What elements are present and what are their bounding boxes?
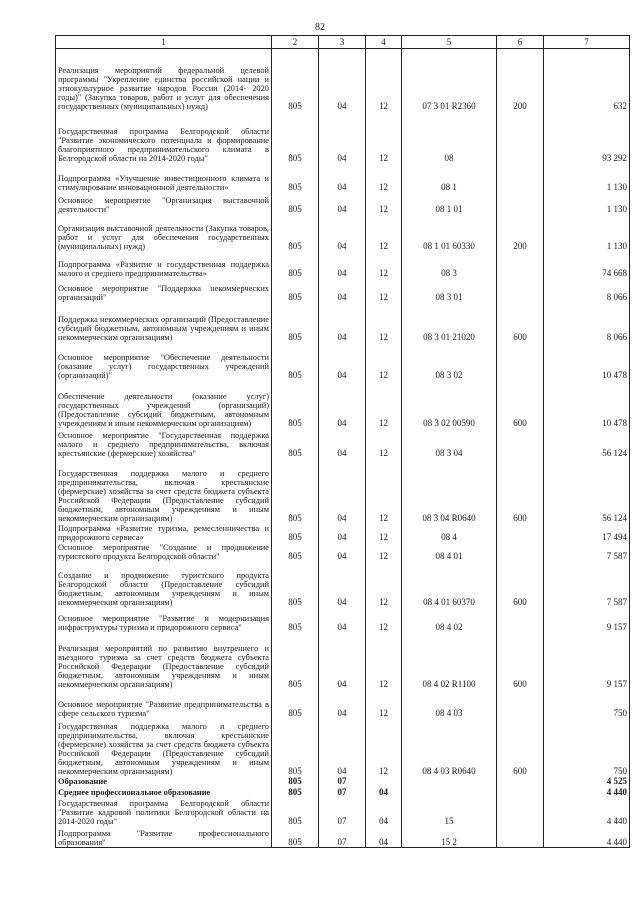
subsection-code-cell: 12: [366, 214, 402, 251]
table-row: [56, 632, 630, 689]
table-row: [56, 718, 630, 776]
section-code-cell: 04: [319, 49, 366, 111]
table-row: [56, 607, 630, 632]
amount-cell: 750: [544, 689, 630, 718]
column-header: 4: [366, 36, 402, 49]
amount-cell: 56 124: [544, 458, 630, 523]
row-name-cell: Образование: [56, 776, 272, 786]
subsection-code-cell: 12: [366, 689, 402, 718]
ministry-code-cell: 805: [272, 689, 319, 718]
expense-type-cell: 600: [497, 458, 544, 523]
section-code-cell: 04: [319, 111, 366, 163]
section-code-cell: 07: [319, 776, 366, 786]
subsection-code-cell: 12: [366, 523, 402, 542]
ministry-code-cell: 805: [272, 826, 319, 848]
subsection-code-cell: 12: [366, 380, 402, 428]
expense-type-cell: 600: [497, 380, 544, 428]
ministry-code-cell: 805: [272, 458, 319, 523]
ministry-code-cell: 805: [272, 607, 319, 632]
subsection-code-cell: 12: [366, 632, 402, 689]
row-name-cell: Подпрограмма "Развитие профессионального образования": [56, 826, 272, 848]
row-name-cell: Создание и продвижение туристского продукта Белгородской области (Предоставление субсидий бюджетным, автономным учреждениям и иным некоммерческим организациям): [56, 561, 272, 607]
column-header: 6: [497, 36, 544, 49]
subsection-code-cell: 12: [366, 278, 402, 302]
row-name-cell: Реализация мероприятий по развитию внутреннего и въездного туризма за счет средств бюджета субъекта Российской Федерации (Предоставление субсидий бюджетным, автономным учреждениям и иным некоммерческим организациям): [56, 632, 272, 689]
amount-cell: 93 292: [544, 111, 630, 163]
section-code-cell: 07: [319, 797, 366, 826]
row-name-cell: Среднее профессиональное образование: [56, 786, 272, 797]
table-row: [56, 542, 630, 561]
table-row: [56, 251, 630, 278]
expense-type-cell: 600: [497, 632, 544, 689]
ministry-code-cell: 805: [272, 786, 319, 797]
target-item-cell: 08 3 02: [402, 342, 497, 380]
target-item-cell: 08 4 03 R0640: [402, 718, 497, 776]
expense-type-cell: [497, 826, 544, 848]
section-code-cell: 04: [319, 278, 366, 302]
subsection-code-cell: 12: [366, 607, 402, 632]
expense-type-cell: [497, 689, 544, 718]
row-name-cell: Основное мероприятие "Обеспечение деятельности (оказание услуг) государственных учреждений (организаций)": [56, 342, 272, 380]
target-item-cell: 07 3 01 R2360: [402, 49, 497, 111]
table-row: [56, 214, 630, 251]
section-code-cell: 04: [319, 458, 366, 523]
row-name-cell: Основное мероприятие "Развитие предпринимательства в сфере сельского туризма": [56, 689, 272, 718]
amount-cell: 8 066: [544, 278, 630, 302]
ministry-code-cell: 805: [272, 561, 319, 607]
section-code-cell: 04: [319, 523, 366, 542]
table-body: [56, 49, 630, 848]
table-row: [56, 458, 630, 523]
target-item-cell: 08 3 01 21020: [402, 302, 497, 342]
ministry-code-cell: 805: [272, 542, 319, 561]
ministry-code-cell: 805: [272, 111, 319, 163]
subsection-code-cell: 12: [366, 542, 402, 561]
row-name-cell: Основное мероприятие "Поддержка некоммерческих организаций": [56, 278, 272, 302]
amount-cell: 9 157: [544, 607, 630, 632]
table-row: [56, 111, 630, 163]
section-code-cell: 04: [319, 342, 366, 380]
row-name-cell: Реализация мероприятий федеральной целевой программы "Укрепление единства российской нации и этнокультурное развитие народов России (2014- 2020 годы)" (Закупка товаров, работ и услуг для обеспечения государственных (муниципальных) нужд): [56, 49, 272, 111]
table-row: [56, 49, 630, 111]
row-name-cell: Государственная программа Белгородской области "Развитие кадровой политики Белгородской области на 2014-2020 годы": [56, 797, 272, 826]
target-item-cell: 08 3 01: [402, 278, 497, 302]
column-header: 2: [272, 36, 319, 49]
section-code-cell: 04: [319, 718, 366, 776]
amount-cell: 7 587: [544, 542, 630, 561]
amount-cell: 750: [544, 718, 630, 776]
header-row: [56, 36, 630, 49]
expense-type-cell: 200: [497, 214, 544, 251]
table-row: [56, 342, 630, 380]
table-row: [56, 302, 630, 342]
page-number: 82: [315, 22, 325, 33]
table-row: [56, 192, 630, 214]
target-item-cell: 08 1 01: [402, 192, 497, 214]
table-row: [56, 523, 630, 542]
section-code-cell: 04: [319, 607, 366, 632]
ministry-code-cell: 805: [272, 776, 319, 786]
section-code-cell: 04: [319, 302, 366, 342]
amount-cell: 9 157: [544, 632, 630, 689]
subsection-code-cell: 12: [366, 342, 402, 380]
section-code-cell: 04: [319, 192, 366, 214]
target-item-cell: 08 4 01 60370: [402, 561, 497, 607]
ministry-code-cell: 805: [272, 302, 319, 342]
ministry-code-cell: 805: [272, 214, 319, 251]
target-item-cell: 08: [402, 111, 497, 163]
ministry-code-cell: 805: [272, 523, 319, 542]
amount-cell: 10 478: [544, 342, 630, 380]
amount-cell: 7 587: [544, 561, 630, 607]
expense-type-cell: [497, 542, 544, 561]
ministry-code-cell: 805: [272, 797, 319, 826]
amount-cell: 4 440: [544, 797, 630, 826]
expense-type-cell: [497, 163, 544, 192]
subsection-code-cell: 12: [366, 49, 402, 111]
row-name-cell: Государственная поддержка малого и среднего предпринимательства, включая крестьянские (фермерские) хозяйства за счет средств бюджета субъекта Российской Федерации (Предоставление субсидий бюджетным, автономным учреждениям и иным некоммерческим организациям): [56, 458, 272, 523]
amount-cell: 1 130: [544, 192, 630, 214]
row-name-cell: Поддержка некоммерческих организаций (Предоставление субсидий бюджетным, автономным учреждениям и иным некоммерческим организациям): [56, 302, 272, 342]
expense-type-cell: 200: [497, 49, 544, 111]
expense-type-cell: [497, 776, 544, 786]
table-row: [56, 826, 630, 848]
target-item-cell: 08 4 03: [402, 689, 497, 718]
section-code-cell: 04: [319, 380, 366, 428]
section-code-cell: 04: [319, 428, 366, 458]
subsection-code-cell: [366, 776, 402, 786]
budget-table: [55, 35, 630, 848]
ministry-code-cell: 805: [272, 278, 319, 302]
column-header: 7: [544, 36, 630, 49]
column-header: 1: [56, 36, 272, 49]
target-item-cell: 08 3 04: [402, 428, 497, 458]
amount-cell: 1 130: [544, 163, 630, 192]
subsection-code-cell: 12: [366, 251, 402, 278]
target-item-cell: 15: [402, 797, 497, 826]
section-code-cell: 04: [319, 214, 366, 251]
row-name-cell: Основное мероприятие "Организация выставочной деятельности": [56, 192, 272, 214]
expense-type-cell: 600: [497, 561, 544, 607]
table-row: [56, 163, 630, 192]
column-header: 5: [402, 36, 497, 49]
expense-type-cell: 600: [497, 302, 544, 342]
expense-type-cell: [497, 278, 544, 302]
expense-type-cell: [497, 251, 544, 278]
section-code-cell: 07: [319, 786, 366, 797]
amount-cell: 8 066: [544, 302, 630, 342]
section-code-cell: 07: [319, 826, 366, 848]
target-item-cell: 15 2: [402, 826, 497, 848]
ministry-code-cell: 805: [272, 192, 319, 214]
amount-cell: 4 440: [544, 826, 630, 848]
row-name-cell: Подпрограмма «Развитие и государственная поддержка малого и среднего предпринимательства»: [56, 251, 272, 278]
target-item-cell: 08 3: [402, 251, 497, 278]
amount-cell: 56 124: [544, 428, 630, 458]
expense-type-cell: [497, 428, 544, 458]
target-item-cell: [402, 776, 497, 786]
expense-type-cell: 600: [497, 718, 544, 776]
target-item-cell: 08 4 01: [402, 542, 497, 561]
subsection-code-cell: 04: [366, 786, 402, 797]
ministry-code-cell: 805: [272, 428, 319, 458]
subsection-code-cell: 04: [366, 797, 402, 826]
amount-cell: 17 494: [544, 523, 630, 542]
amount-cell: 10 478: [544, 380, 630, 428]
row-name-cell: Основное мероприятие "Создание и продвижение туристского продукта Белгородской области": [56, 542, 272, 561]
subsection-code-cell: 12: [366, 163, 402, 192]
amount-cell: 1 130: [544, 214, 630, 251]
amount-cell: 74 668: [544, 251, 630, 278]
subsection-code-cell: 04: [366, 826, 402, 848]
target-item-cell: 08 3 02 00590: [402, 380, 497, 428]
row-name-cell: Подпрограмма «Развитие туризма, ремесленничества и придорожного сервиса»: [56, 523, 272, 542]
row-name-cell: Обеспечение деятельности (оказание услуг) государственных учреждений (организаций) (Предоставление субсидий бюджетным, автономным учреждениям и иным некоммерческим организациям): [56, 380, 272, 428]
row-name-cell: Основное мероприятие "Развитие и модернизация инфраструктуры туризма и придорожного сервиса": [56, 607, 272, 632]
expense-type-cell: [497, 192, 544, 214]
row-name-cell: Основное мероприятие "Государственная поддержка малого и среднего предпринимательства, включая крестьянские (фермерские) хозяйства": [56, 428, 272, 458]
subsection-code-cell: 12: [366, 302, 402, 342]
row-name-cell: Организация выставочной деятельности (Закупка товаров, работ и услуг для обеспечения государственных (муниципальных) нужд): [56, 214, 272, 251]
section-code-cell: 04: [319, 251, 366, 278]
section-code-cell: 04: [319, 689, 366, 718]
amount-cell: 4 525: [544, 776, 630, 786]
target-item-cell: 08 4: [402, 523, 497, 542]
target-item-cell: 08 4 02 R1100: [402, 632, 497, 689]
expense-type-cell: [497, 523, 544, 542]
table-row: [56, 786, 630, 797]
section-code-cell: 04: [319, 163, 366, 192]
target-item-cell: 08 1 01 60330: [402, 214, 497, 251]
expense-type-cell: [497, 607, 544, 632]
expense-type-cell: [497, 342, 544, 380]
target-item-cell: 08 3 04 R0640: [402, 458, 497, 523]
ministry-code-cell: 805: [272, 163, 319, 192]
ministry-code-cell: 805: [272, 718, 319, 776]
amount-cell: 632: [544, 49, 630, 111]
row-name-cell: Подпрограмма «Улучшение инвестиционного климата и стимулирование инновационной деятельности»: [56, 163, 272, 192]
ministry-code-cell: 805: [272, 49, 319, 111]
target-item-cell: 08 4 02: [402, 607, 497, 632]
expense-type-cell: [497, 111, 544, 163]
row-name-cell: Государственная программа Белгородской области "Развитие экономического потенциала и формирование благоприятного предпринимательского климата в Белгородской области на 2014-2020 годы": [56, 111, 272, 163]
ministry-code-cell: 805: [272, 342, 319, 380]
table-row: [56, 428, 630, 458]
ministry-code-cell: 805: [272, 251, 319, 278]
table-row: [56, 380, 630, 428]
subsection-code-cell: 12: [366, 192, 402, 214]
section-code-cell: 04: [319, 542, 366, 561]
table-row: [56, 689, 630, 718]
row-name-cell: Государственная поддержка малого и среднего предпринимательства, включая крестьянские (фермерские) хозяйства за счет средств бюджета субъекта Российской Федерации (Предоставление субсидий бюджетным, автономным учреждениям и иным некоммерческим организациям): [56, 718, 272, 776]
subsection-code-cell: 12: [366, 428, 402, 458]
subsection-code-cell: 12: [366, 458, 402, 523]
table-row: [56, 561, 630, 607]
ministry-code-cell: 805: [272, 380, 319, 428]
target-item-cell: [402, 786, 497, 797]
amount-cell: 4 440: [544, 786, 630, 797]
column-header: 3: [319, 36, 366, 49]
subsection-code-cell: 12: [366, 718, 402, 776]
subsection-code-cell: 12: [366, 561, 402, 607]
subsection-code-cell: 12: [366, 111, 402, 163]
expense-type-cell: [497, 797, 544, 826]
section-code-cell: 04: [319, 632, 366, 689]
table-row: [56, 278, 630, 302]
ministry-code-cell: 805: [272, 632, 319, 689]
target-item-cell: 08 1: [402, 163, 497, 192]
section-code-cell: 04: [319, 561, 366, 607]
table-row: [56, 797, 630, 826]
table-row: [56, 776, 630, 786]
expense-type-cell: [497, 786, 544, 797]
